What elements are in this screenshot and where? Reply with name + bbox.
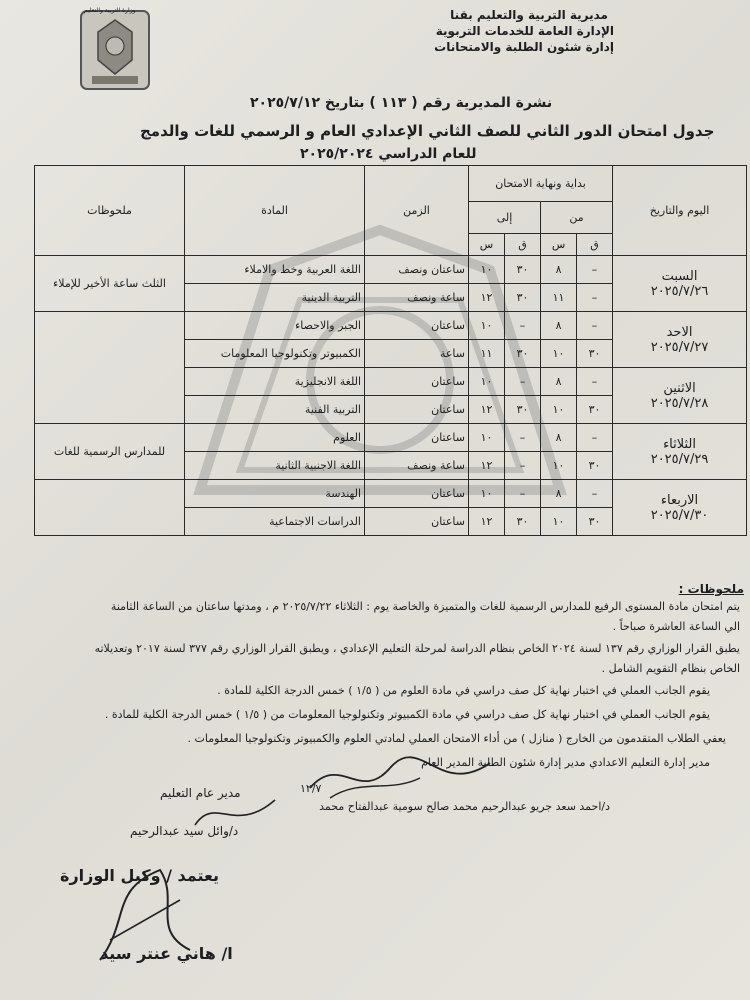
to-minutes-cell: ٣٠ xyxy=(505,508,541,536)
duration-cell: ساعتان xyxy=(365,508,469,536)
signature-scribble xyxy=(300,748,500,808)
duration-cell: ساعتان ونصف xyxy=(365,256,469,284)
unit-hours: س xyxy=(469,234,505,256)
duration-cell: ساعة ونصف xyxy=(365,284,469,312)
to-minutes-cell: – xyxy=(505,480,541,508)
header-line-1: مديرية التربية والتعليم بقنا xyxy=(450,8,608,22)
subject-cell: العلوم xyxy=(185,424,365,452)
signature-names: د/احمد سعد جريو عبدالرحيم محمد صالح سومية عبدالفتاح محمد xyxy=(319,800,610,813)
day-date-cell xyxy=(613,312,747,368)
approval-text: يعتمد / وكيل الوزارة xyxy=(60,866,220,885)
exam-date: ٢٠٢٥/٧/٢٧ xyxy=(650,339,709,355)
subject-cell: اللغة العربية وخط والاملاء xyxy=(185,256,365,284)
unit-minutes: ق xyxy=(577,234,613,256)
subject-cell: اللغة الانجليزية xyxy=(185,368,365,396)
note-line: يقوم الجانب العملي في اختبار نهاية كل صف دراسي في مادة الكمبيوتر وتكنولوجيا المعلومات من ( ١/٥ ) خمس الدرجة الكلية للمادة . xyxy=(104,708,710,721)
header-line-3: إدارة شئون الطلبة والامتحانات xyxy=(434,40,614,54)
duration-cell: ساعة xyxy=(365,340,469,368)
to-hours-cell: ١٢ xyxy=(469,396,505,424)
day-name: الاثنين xyxy=(663,380,696,396)
from-minutes-cell: – xyxy=(577,480,613,508)
to-minutes-cell: – xyxy=(505,368,541,396)
subject-cell: الدراسات الاجتماعية xyxy=(185,508,365,536)
subject-cell: الجبر والاحصاء xyxy=(185,312,365,340)
signature-scribble xyxy=(90,860,200,970)
to-minutes-cell: ٣٠ xyxy=(505,340,541,368)
page-title: جدول امتحان الدور الثاني للصف الثاني الإعدادي العام و الرسمي للغات والدمج xyxy=(140,122,715,140)
approval-name: ا/ هاني عنتر سيد xyxy=(100,944,233,963)
signature-scribble xyxy=(190,790,280,840)
col-day-date: اليوم والتاريخ xyxy=(613,166,747,256)
day-name: السبت xyxy=(661,268,698,284)
unit-hours: س xyxy=(541,234,577,256)
from-minutes-cell: – xyxy=(577,424,613,452)
table-row xyxy=(35,480,747,508)
table-header-row xyxy=(35,166,747,202)
general-manager-name: د/وائل سيد عبدالرحيم xyxy=(130,824,239,838)
notes-heading: ملحوظات : xyxy=(678,582,744,596)
col-to: إلى xyxy=(469,202,541,234)
duration-cell: ساعتان xyxy=(365,312,469,340)
day-date-cell xyxy=(613,424,747,480)
header-line-2: الإدارة العامة للخدمات التربوية xyxy=(435,24,614,38)
day-name: الاربعاء xyxy=(660,492,699,508)
to-minutes-cell: ٣٠ xyxy=(505,396,541,424)
note-line: الخاص بنظام التقويم الشامل . xyxy=(601,662,740,675)
from-hours-cell: ١٠ xyxy=(541,508,577,536)
duration-cell: ساعتان xyxy=(365,480,469,508)
from-hours-cell: ٨ xyxy=(541,480,577,508)
general-manager-title: مدير عام التعليم xyxy=(160,786,241,800)
duration-cell: ساعتان xyxy=(365,396,469,424)
exam-date: ٢٠٢٥/٧/٢٩ xyxy=(650,451,709,467)
ministry-seal xyxy=(78,8,152,92)
table-row xyxy=(35,312,747,340)
from-hours-cell: ٨ xyxy=(541,256,577,284)
from-hours-cell: ٨ xyxy=(541,424,577,452)
subject-cell: اللغة الاجنبية الثانية xyxy=(185,452,365,480)
day-date-cell xyxy=(613,368,747,424)
col-duration: الزمن xyxy=(365,166,469,256)
to-minutes-cell: ٣٠ xyxy=(505,256,541,284)
col-time-range: بداية ونهاية الامتحان xyxy=(469,166,613,202)
col-from: من xyxy=(541,202,613,234)
remarks-cell xyxy=(35,480,185,536)
to-hours-cell: ١٢ xyxy=(469,452,505,480)
duration-cell: ساعتان xyxy=(365,424,469,452)
signature-number: ١٢/٧ xyxy=(300,782,322,795)
exam-schedule-table xyxy=(34,165,747,536)
col-notes: ملحوظات xyxy=(35,166,185,256)
to-minutes-cell: – xyxy=(505,312,541,340)
subject-cell: التربية الدينية xyxy=(185,284,365,312)
note-line: الي الساعة العاشرة صباحاً . xyxy=(612,620,740,633)
subject-cell: الكمبيوتر وتكنولوجيا المعلومات xyxy=(185,340,365,368)
from-hours-cell: ١٠ xyxy=(541,396,577,424)
note-line: يقوم الجانب العملي في اختبار نهاية كل صف دراسي في مادة العلوم من ( ١/٥ ) خمس الدرجة الكلية للمادة . xyxy=(217,684,710,697)
from-minutes-cell: – xyxy=(577,256,613,284)
remarks-cell: للمدارس الرسمية للغات xyxy=(35,424,185,480)
to-minutes-cell: – xyxy=(505,452,541,480)
duration-cell: ساعة ونصف xyxy=(365,452,469,480)
remarks-cell: الثلث ساعة الأخير للإملاء xyxy=(35,256,185,312)
remarks-cell xyxy=(35,312,185,424)
exam-date: ٢٠٢٥/٧/٢٦ xyxy=(650,283,709,299)
exam-date: ٢٠٢٥/٧/٢٨ xyxy=(650,395,709,411)
from-minutes-cell: – xyxy=(577,368,613,396)
bulletin-number: نشرة المديرية رقم ( ١١٣ ) بتاريخ ٢٠٢٥/٧/١٢ xyxy=(250,95,553,111)
to-hours-cell: ١١ xyxy=(469,340,505,368)
to-hours-cell: ١٠ xyxy=(469,424,505,452)
from-hours-cell: ١١ xyxy=(541,284,577,312)
exam-date: ٢٠٢٥/٧/٣٠ xyxy=(650,507,709,523)
note-line: يطبق القرار الوزاري رقم ١٣٧ لسنة ٢٠٢٤ الخاص بنظام الدراسة لمرحلة التعليم الإعدادي ، ويطبق القرار الوزاري رقم ٣٧٧ لسنة ٢٠١٧ وتعديلاته xyxy=(94,642,740,655)
day-date-cell xyxy=(613,480,747,536)
table-row xyxy=(35,256,747,284)
to-hours-cell: ١٠ xyxy=(469,312,505,340)
subject-cell: الهندسة xyxy=(185,480,365,508)
seal-text: وزارة التربية والتعليم xyxy=(84,7,136,14)
academic-year: للعام الدراسي ٢٠٢٥/٢٠٢٤ xyxy=(300,146,477,162)
to-hours-cell: ١٠ xyxy=(469,368,505,396)
from-minutes-cell: ٣٠ xyxy=(577,452,613,480)
table-row xyxy=(35,424,747,452)
to-minutes-cell: ٣٠ xyxy=(505,284,541,312)
from-hours-cell: ٨ xyxy=(541,312,577,340)
unit-minutes: ق xyxy=(505,234,541,256)
from-minutes-cell: ٣٠ xyxy=(577,396,613,424)
from-hours-cell: ٨ xyxy=(541,368,577,396)
signature-titles: مدير إدارة التعليم الاعدادي مدير إدارة شئون الطلبة المدير العام xyxy=(421,756,710,769)
subject-cell: التربية الفنية xyxy=(185,396,365,424)
day-name: الاحد xyxy=(666,324,693,340)
from-minutes-cell: ٣٠ xyxy=(577,508,613,536)
to-hours-cell: ١٠ xyxy=(469,480,505,508)
from-hours-cell: ١٠ xyxy=(541,340,577,368)
day-date-cell xyxy=(613,256,747,312)
note-line: يتم امتحان مادة المستوى الرفيع للمدارس الرسمية للغات والمتميزة والخاصة يوم : الثلاثاء ٢٠٢٥/٧/٢٢ م ، ومدتها ساعتان من الساعة الثامنة xyxy=(110,600,740,613)
from-minutes-cell: – xyxy=(577,284,613,312)
duration-cell: ساعتان xyxy=(365,368,469,396)
to-hours-cell: ١٢ xyxy=(469,508,505,536)
from-hours-cell: ١٠ xyxy=(541,452,577,480)
to-hours-cell: ١٠ xyxy=(469,256,505,284)
from-minutes-cell: – xyxy=(577,312,613,340)
to-minutes-cell: – xyxy=(505,424,541,452)
col-subject: المادة xyxy=(185,166,365,256)
to-hours-cell: ١٢ xyxy=(469,284,505,312)
day-name: الثلاثاء xyxy=(663,436,697,452)
from-minutes-cell: ٣٠ xyxy=(577,340,613,368)
note-line: يعفي الطلاب المتقدمون من الخارج ( منازل ) من أداء الامتحان العملي لمادتي العلوم والكمبيوتر وتكنولوجيا المعلومات . xyxy=(187,732,726,745)
